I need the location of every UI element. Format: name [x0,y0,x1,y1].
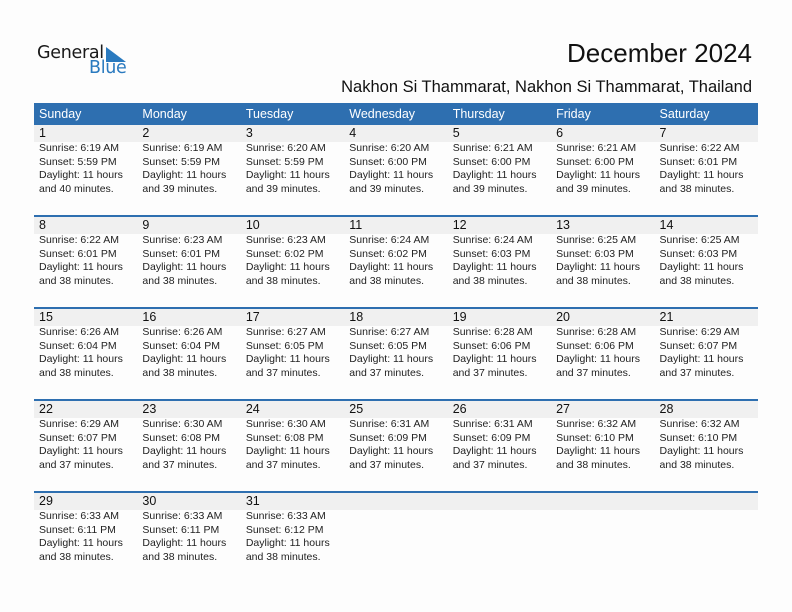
sunset-text: Sunset: 6:11 PM [39,523,116,536]
sunset-text: Sunset: 5:59 PM [245,155,324,168]
day-number: 27 [556,402,571,416]
daylight-text: Daylight: 11 hours [142,353,227,366]
logo-text-general: General [37,43,104,63]
weekday-friday: Friday [556,107,591,121]
sunrise-text: Sunrise: 6:32 AM [556,418,637,430]
day-cell [551,309,654,380]
day-cell [655,217,758,288]
sunset-text: Sunset: 6:11 PM [142,523,220,536]
sunrise-text: Sunrise: 6:22 AM [39,234,119,246]
daylight-text: Daylight: 11 hours [452,353,537,366]
sunrise-text: Sunrise: 6:23 AM [245,234,326,246]
daylight-minutes-text: and 37 minutes. [349,366,424,379]
day-number: 18 [349,310,364,324]
page-title: December 2024 [567,38,752,68]
sunset-text: Sunset: 6:09 PM [452,431,531,444]
sunset-text: Sunset: 6:09 PM [349,431,427,444]
sunrise-text: Sunrise: 6:31 AM [452,418,533,430]
day-number: 13 [556,218,571,232]
sunset-text: Sunset: 6:03 PM [452,247,531,260]
day-cell [137,493,240,564]
daylight-minutes-text: and 38 minutes. [349,274,424,287]
daylight-minutes-text: and 39 minutes. [245,182,321,195]
day-number: 8 [39,218,46,232]
daylight-text: Daylight: 11 hours [349,445,434,458]
daylight-text: Daylight: 11 hours [39,169,123,182]
daylight-minutes-text: and 38 minutes. [142,366,218,379]
sunrise-text: Sunrise: 6:33 AM [142,510,223,522]
daylight-text: Daylight: 11 hours [142,445,227,458]
sunset-text: Sunset: 6:02 PM [349,247,427,260]
daylight-text: Daylight: 11 hours [245,169,330,182]
sunset-text: Sunset: 6:04 PM [142,339,221,352]
day-number [349,493,447,510]
sunset-text: Sunset: 6:05 PM [349,339,427,352]
daylight-text: Daylight: 11 hours [39,353,123,366]
daylight-minutes-text: and 39 minutes. [349,182,424,195]
weekday-monday: Monday [142,107,187,121]
logo-text-blue: Blue [89,58,127,78]
day-cell [551,217,654,288]
day-number: 29 [39,494,53,508]
daylight-text: Daylight: 11 hours [245,537,330,550]
daylight-minutes-text: and 39 minutes. [556,182,631,195]
sunset-text: Sunset: 5:59 PM [39,155,117,168]
day-number: 7 [659,126,667,140]
sunrise-text: Sunrise: 6:21 AM [556,142,637,154]
sunset-text: Sunset: 6:03 PM [556,247,634,260]
daylight-text: Daylight: 11 hours [659,169,744,182]
sunrise-text: Sunrise: 6:30 AM [142,418,223,430]
sunset-text: Sunset: 6:00 PM [452,155,531,168]
day-cell [655,125,758,196]
week-row [34,307,758,399]
logo [37,43,137,83]
daylight-minutes-text: and 37 minutes. [245,458,321,471]
sunset-text: Sunset: 6:08 PM [142,431,221,444]
day-cell [344,125,447,196]
day-cell [344,401,447,472]
day-number: 2 [142,126,150,140]
day-number: 4 [349,126,357,140]
sunset-text: Sunset: 6:06 PM [452,339,531,352]
sunset-text: Sunset: 6:01 PM [39,247,117,260]
sunrise-text: Sunrise: 6:26 AM [39,326,119,338]
sunrise-text: Sunrise: 6:25 AM [556,234,637,246]
sunset-text: Sunset: 6:04 PM [39,339,117,352]
daylight-minutes-text: and 40 minutes. [39,182,114,195]
daylight-text: Daylight: 11 hours [556,169,640,182]
day-cell [344,309,447,380]
day-cell [448,125,551,196]
daylight-minutes-text: and 38 minutes. [556,274,631,287]
day-cell [448,401,551,472]
daylight-text: Daylight: 11 hours [659,261,744,274]
daylight-minutes-text: and 39 minutes. [142,182,218,195]
daylight-minutes-text: and 38 minutes. [659,274,735,287]
day-number: 16 [142,310,157,324]
day-cell [551,401,654,472]
daylight-text: Daylight: 11 hours [245,445,330,458]
sunset-text: Sunset: 6:01 PM [659,155,738,168]
sunrise-text: Sunrise: 6:29 AM [39,418,119,430]
daylight-text: Daylight: 11 hours [349,353,434,366]
sunset-text: Sunset: 6:05 PM [245,339,324,352]
day-cell [34,125,137,196]
daylight-text: Daylight: 11 hours [39,537,123,550]
weekday-tuesday: Tuesday [245,107,294,121]
sunset-text: Sunset: 6:00 PM [349,155,427,168]
day-number: 21 [659,310,674,324]
daylight-minutes-text: and 38 minutes. [556,458,631,471]
day-number: 31 [245,494,260,508]
sunrise-text: Sunrise: 6:19 AM [39,142,119,154]
day-cell [34,493,137,564]
daylight-minutes-text: and 38 minutes. [142,550,218,563]
day-cell [241,217,344,288]
sunrise-text: Sunrise: 6:22 AM [659,142,740,154]
daylight-text: Daylight: 11 hours [556,261,640,274]
day-cell [551,493,654,564]
sunrise-text: Sunrise: 6:32 AM [659,418,740,430]
sunrise-text: Sunrise: 6:25 AM [659,234,740,246]
day-number: 25 [349,402,364,416]
day-cell [655,401,758,472]
daylight-minutes-text: and 37 minutes. [452,458,528,471]
day-cell [448,309,551,380]
calendar-grid [34,103,758,583]
days-row [34,125,758,196]
weekday-wednesday: Wednesday [349,107,416,121]
days-row [34,401,758,472]
day-cell [34,401,137,472]
daylight-text: Daylight: 11 hours [142,169,227,182]
sunrise-text: Sunrise: 6:27 AM [349,326,430,338]
daylight-text: Daylight: 11 hours [659,445,744,458]
daylight-text: Daylight: 11 hours [349,169,434,182]
week-row [34,399,758,491]
day-number: 15 [39,310,53,324]
daylight-text: Daylight: 11 hours [142,537,227,550]
daylight-minutes-text: and 37 minutes. [556,366,631,379]
daylight-text: Daylight: 11 hours [452,445,537,458]
daylight-minutes-text: and 37 minutes. [245,366,321,379]
sunrise-text: Sunrise: 6:21 AM [452,142,533,154]
sunset-text: Sunset: 6:12 PM [245,523,324,536]
sunset-text: Sunset: 6:00 PM [556,155,634,168]
sunset-text: Sunset: 5:59 PM [142,155,221,168]
daylight-text: Daylight: 11 hours [245,353,330,366]
week-row [34,491,758,583]
sunset-text: Sunset: 6:02 PM [245,247,324,260]
daylight-text: Daylight: 11 hours [452,261,537,274]
daylight-minutes-text: and 39 minutes. [452,182,528,195]
day-number: 14 [659,218,674,232]
daylight-text: Daylight: 11 hours [142,261,227,274]
day-cell [241,309,344,380]
daylight-text: Daylight: 11 hours [349,261,434,274]
day-number: 22 [39,402,53,416]
daylight-text: Daylight: 11 hours [245,261,330,274]
day-number: 28 [659,402,674,416]
weeks-container [34,125,758,583]
day-number: 10 [245,218,260,232]
day-cell [241,401,344,472]
day-number: 23 [142,402,157,416]
sunset-text: Sunset: 6:06 PM [556,339,634,352]
sunrise-text: Sunrise: 6:27 AM [245,326,326,338]
weekday-thursday: Thursday [452,107,505,121]
daylight-minutes-text: and 38 minutes. [245,274,321,287]
day-number: 30 [142,494,157,508]
daylight-text: Daylight: 11 hours [556,353,640,366]
sunset-text: Sunset: 6:01 PM [142,247,221,260]
sunrise-text: Sunrise: 6:19 AM [142,142,223,154]
daylight-minutes-text: and 38 minutes. [452,274,528,287]
sunset-text: Sunset: 6:07 PM [659,339,738,352]
day-number: 6 [556,126,564,140]
sunrise-text: Sunrise: 6:24 AM [349,234,430,246]
daylight-minutes-text: and 37 minutes. [39,458,114,471]
day-cell [448,217,551,288]
day-cell [551,125,654,196]
day-cell [137,401,240,472]
day-number: 17 [245,310,260,324]
daylight-text: Daylight: 11 hours [39,445,123,458]
day-number: 3 [245,126,253,140]
day-number: 9 [142,218,150,232]
sunrise-text: Sunrise: 6:33 AM [39,510,119,522]
weekday-sunday: Sunday [39,107,82,121]
daylight-minutes-text: and 38 minutes. [659,458,735,471]
sunrise-text: Sunrise: 6:28 AM [556,326,637,338]
sunrise-text: Sunrise: 6:24 AM [452,234,533,246]
day-number: 5 [452,126,460,140]
sunset-text: Sunset: 6:10 PM [556,431,634,444]
day-cell [241,125,344,196]
day-number: 19 [452,310,467,324]
day-number [453,493,551,510]
day-cell [448,493,551,564]
days-row [34,309,758,380]
sunrise-text: Sunrise: 6:30 AM [245,418,326,430]
day-number: 11 [349,218,363,232]
day-cell [137,217,240,288]
daylight-minutes-text: and 37 minutes. [349,458,424,471]
daylight-minutes-text: and 38 minutes. [142,274,218,287]
daylight-minutes-text: and 38 minutes. [245,550,321,563]
day-number: 12 [452,218,467,232]
day-number [556,493,654,510]
week-row [34,215,758,307]
day-cell [344,493,447,564]
day-cell [655,309,758,380]
day-cell [137,309,240,380]
day-number: 20 [556,310,571,324]
day-number [660,493,758,510]
sunrise-text: Sunrise: 6:20 AM [349,142,430,154]
day-number: 1 [39,126,46,140]
day-cell [655,493,758,564]
sunrise-text: Sunrise: 6:26 AM [142,326,223,338]
sunset-text: Sunset: 6:10 PM [659,431,738,444]
weekday-saturday: Saturday [659,107,710,121]
day-number: 24 [245,402,260,416]
sunrise-text: Sunrise: 6:33 AM [245,510,326,522]
day-number: 26 [452,402,467,416]
day-cell [241,493,344,564]
daylight-minutes-text: and 37 minutes. [142,458,218,471]
day-cell [137,125,240,196]
daylight-minutes-text: and 38 minutes. [39,550,114,563]
daylight-text: Daylight: 11 hours [659,353,744,366]
daylight-minutes-text: and 38 minutes. [39,366,114,379]
sunrise-text: Sunrise: 6:29 AM [659,326,740,338]
daylight-minutes-text: and 38 minutes. [39,274,114,287]
daylight-minutes-text: and 38 minutes. [659,182,735,195]
sunrise-text: Sunrise: 6:28 AM [452,326,533,338]
sunrise-text: Sunrise: 6:31 AM [349,418,430,430]
daylight-text: Daylight: 11 hours [452,169,537,182]
day-cell [34,309,137,380]
week-row [34,125,758,215]
day-cell [34,217,137,288]
daylight-text: Daylight: 11 hours [39,261,123,274]
sunset-text: Sunset: 6:03 PM [659,247,738,260]
sunset-text: Sunset: 6:08 PM [245,431,324,444]
daylight-minutes-text: and 37 minutes. [659,366,735,379]
days-row [34,493,758,564]
weekday-header-row [34,103,758,125]
location-subtitle: Nakhon Si Thammarat, Nakhon Si Thammarat, Thailand [341,78,752,96]
daylight-text: Daylight: 11 hours [556,445,640,458]
daylight-minutes-text: and 37 minutes. [452,366,528,379]
days-row [34,217,758,288]
sunset-text: Sunset: 6:07 PM [39,431,117,444]
day-cell [344,217,447,288]
sunrise-text: Sunrise: 6:20 AM [245,142,326,154]
sunrise-text: Sunrise: 6:23 AM [142,234,223,246]
